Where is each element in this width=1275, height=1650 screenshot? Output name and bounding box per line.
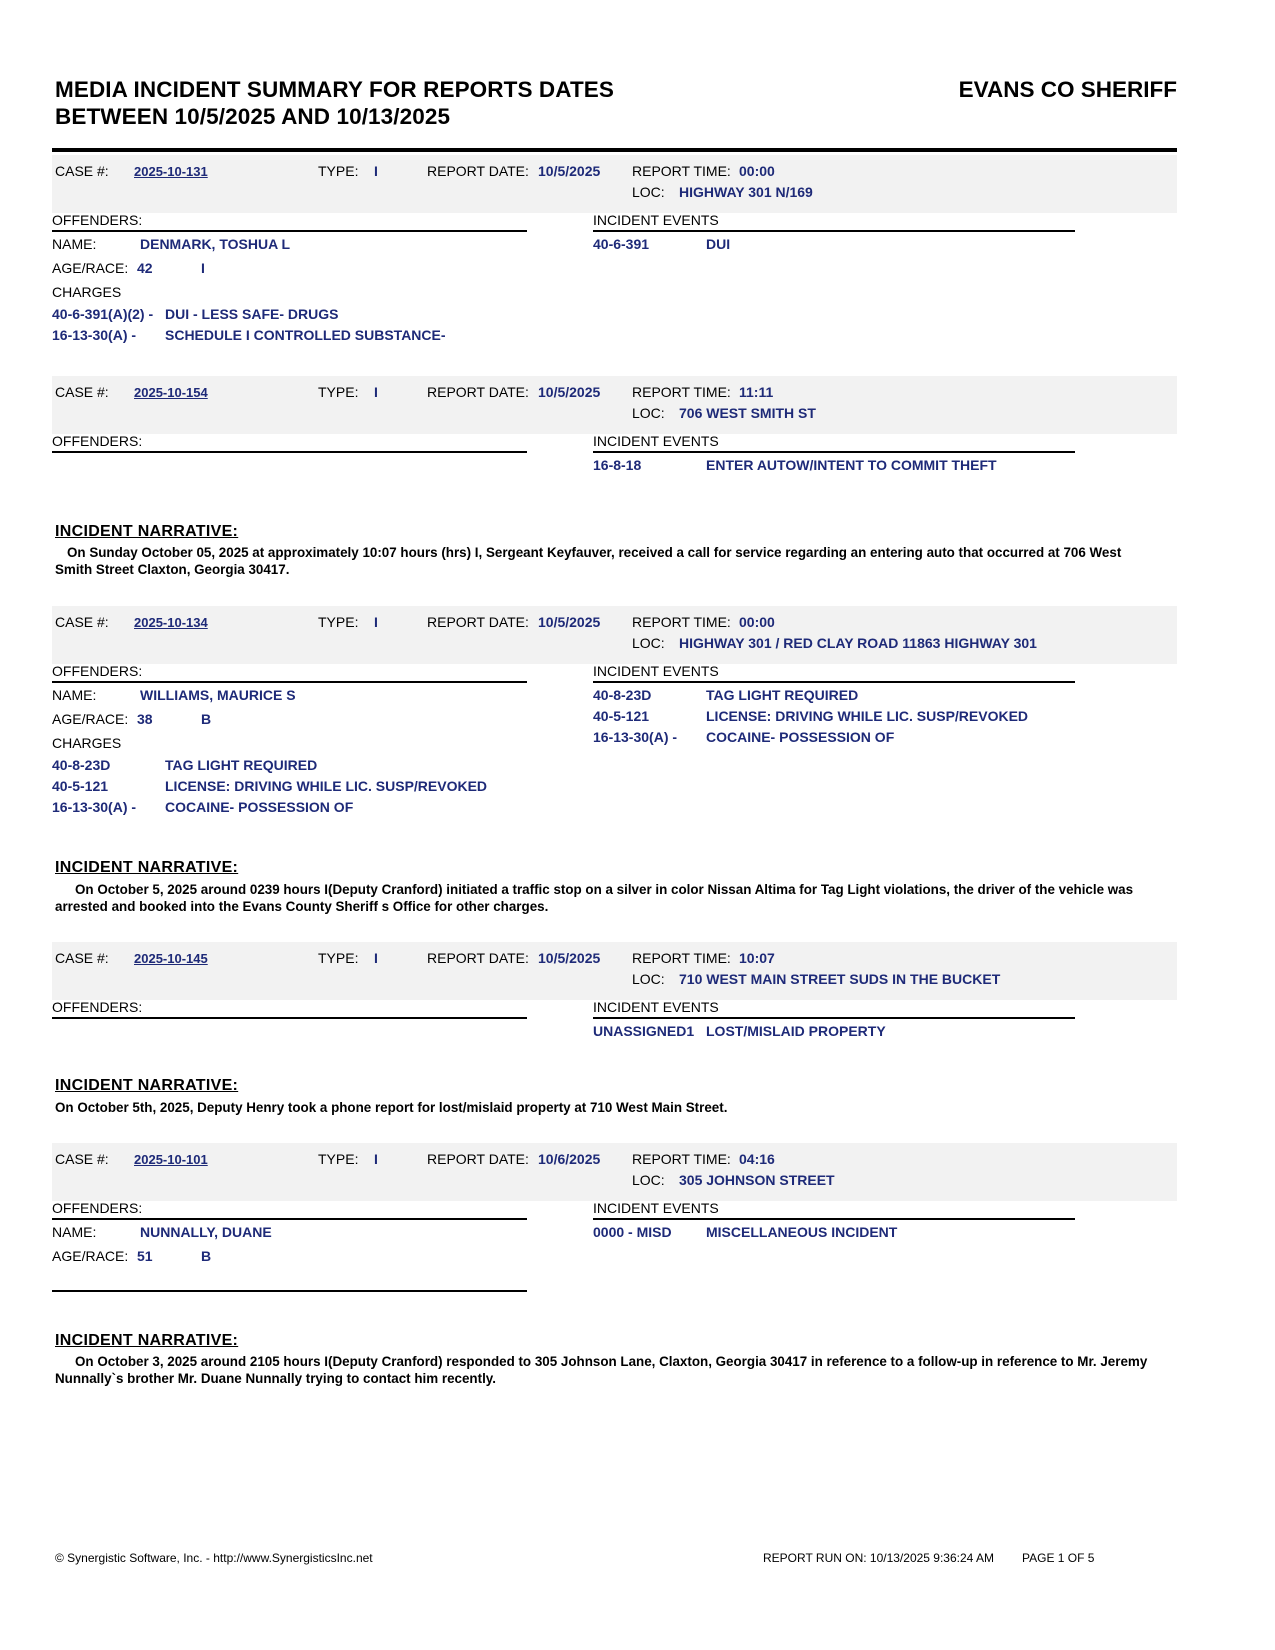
offender-name: WILLIAMS, MAURICE S <box>140 687 296 703</box>
case-number-link[interactable]: 2025-10-131 <box>134 164 208 179</box>
footer-copyright: © Synergistic Software, Inc. - http://www.SynergisticsInc.net <box>55 1551 373 1565</box>
case-label: CASE #: <box>55 1151 109 1167</box>
charge-code: 40-8-23D <box>52 757 111 773</box>
incident-events-label: INCIDENT EVENTS <box>593 999 719 1015</box>
report-date-value: 10/5/2025 <box>538 950 601 966</box>
case-number-link[interactable]: 2025-10-145 <box>134 951 208 966</box>
case-label: CASE #: <box>55 614 109 630</box>
event-code: 40-8-23D <box>593 687 652 703</box>
name-label: NAME: <box>52 687 97 703</box>
incident-events-label: INCIDENT EVENTS <box>593 212 719 228</box>
name-label: NAME: <box>52 1224 97 1240</box>
report-title <box>55 76 614 130</box>
report-time-value: 00:00 <box>739 163 775 179</box>
event-desc: ENTER AUTOW/INTENT TO COMMIT THEFT <box>706 457 997 473</box>
report-date-value: 10/5/2025 <box>538 163 601 179</box>
offender-age: 51 <box>137 1248 153 1264</box>
loc-label: LOC: <box>632 184 665 200</box>
offenders-label: OFFENDERS: <box>52 212 143 228</box>
event-desc: COCAINE- POSSESSION OF <box>706 729 895 745</box>
charge-desc: SCHEDULE I CONTROLLED SUBSTANCE- <box>165 327 446 343</box>
report-time-value: 10:07 <box>739 950 775 966</box>
age-race-label: AGE/RACE: <box>52 1248 129 1264</box>
report-title-line2: BETWEEN 10/5/2025 AND 10/13/2025 <box>55 104 451 129</box>
loc-value: 706 WEST SMITH ST <box>679 405 816 421</box>
offenders-label: OFFENDERS: <box>52 433 143 449</box>
narrative-text: On October 5, 2025 around 0239 hours I(Deputy Cranford) initiated a traffic stop on a silver in color Nissan Altima for Tag Light violations, the driver of the vehicle was arrested and booked into the Evans County Sheriff s Office for other charges. <box>55 882 1134 914</box>
type-label: TYPE: <box>318 950 359 966</box>
loc-label: LOC: <box>632 405 665 421</box>
event-code: 16-13-30(A) - <box>593 729 678 745</box>
charge-code: 16-13-30(A) - <box>52 327 137 343</box>
offenders-rule <box>52 1017 527 1019</box>
event-desc: LOST/MISLAID PROPERTY <box>706 1023 886 1039</box>
type-value: I <box>374 384 378 400</box>
report-time-value: 00:00 <box>739 614 775 630</box>
charges-label: CHARGES <box>52 735 122 751</box>
type-value: I <box>374 950 378 966</box>
report-date-label: REPORT DATE: <box>427 1151 529 1167</box>
event-code: 40-6-391 <box>593 236 650 252</box>
report-date-label: REPORT DATE: <box>427 384 529 400</box>
charges-label: CHARGES <box>52 284 122 300</box>
agency-name: EVANS CO SHERIFF <box>958 77 1177 102</box>
offenders-rule <box>52 1218 527 1220</box>
offenders-rule <box>52 230 527 232</box>
incident-events-rule <box>593 681 1075 683</box>
type-value: I <box>374 614 378 630</box>
incident-events-rule <box>593 230 1075 232</box>
report-time-label: REPORT TIME: <box>632 384 731 400</box>
event-desc: DUI <box>706 236 731 252</box>
event-code: 16-8-18 <box>593 457 642 473</box>
report-date-label: REPORT DATE: <box>427 950 529 966</box>
offender-race: B <box>201 711 212 727</box>
type-label: TYPE: <box>318 163 359 179</box>
footer-report-run: REPORT RUN ON: 10/13/2025 9:36:24 AM <box>763 1551 995 1565</box>
case-number-link[interactable]: 2025-10-154 <box>134 385 208 400</box>
report-time-value: 11:11 <box>739 384 774 400</box>
narrative-heading: INCIDENT NARRATIVE: <box>55 1332 239 1349</box>
type-value: I <box>374 1151 378 1167</box>
narrative-text: On Sunday October 05, 2025 at approximately 10:07 hours (hrs) I, Sergeant Keyfauver, received a call for service regarding an entering auto that occurred at 706 West Smith Street Claxton, Georgia 30417. <box>55 545 1122 577</box>
case-number-link[interactable]: 2025-10-134 <box>134 615 208 630</box>
case-label: CASE #: <box>55 384 109 400</box>
charge-desc: TAG LIGHT REQUIRED <box>165 757 318 773</box>
footer-page-number: PAGE 1 OF 5 <box>1022 1551 1095 1565</box>
report-title-line1: MEDIA INCIDENT SUMMARY FOR REPORTS DATES <box>55 77 615 102</box>
offenders-label: OFFENDERS: <box>52 663 143 679</box>
report-date-value: 10/6/2025 <box>538 1151 601 1167</box>
event-code: 40-5-121 <box>593 708 650 724</box>
report-date-value: 10/5/2025 <box>538 614 601 630</box>
offenders-label: OFFENDERS: <box>52 1200 143 1216</box>
name-label: NAME: <box>52 236 97 252</box>
offenders-rule <box>52 681 527 683</box>
report-date-label: REPORT DATE: <box>427 163 529 179</box>
type-label: TYPE: <box>318 384 359 400</box>
incident-events-rule <box>593 451 1075 453</box>
offender-race: B <box>201 1248 212 1264</box>
charge-desc: DUI - LESS SAFE- DRUGS <box>165 306 339 322</box>
case-header-band <box>52 1143 1177 1201</box>
offender-age: 38 <box>137 711 153 727</box>
narrative-heading: INCIDENT NARRATIVE: <box>55 1077 239 1094</box>
type-label: TYPE: <box>318 614 359 630</box>
loc-value: HIGHWAY 301 N/169 <box>679 184 813 200</box>
event-desc: TAG LIGHT REQUIRED <box>706 687 859 703</box>
charge-desc: LICENSE: DRIVING WHILE LIC. SUSP/REVOKED <box>165 778 488 794</box>
age-race-label: AGE/RACE: <box>52 711 129 727</box>
loc-value: 305 JOHNSON STREET <box>679 1172 835 1188</box>
incident-events-label: INCIDENT EVENTS <box>593 663 719 679</box>
narrative-heading: INCIDENT NARRATIVE: <box>55 523 239 540</box>
case-header-band <box>52 942 1177 1000</box>
event-desc: LICENSE: DRIVING WHILE LIC. SUSP/REVOKED <box>706 708 1029 724</box>
type-label: TYPE: <box>318 1151 359 1167</box>
report-time-label: REPORT TIME: <box>632 1151 731 1167</box>
charge-code: 16-13-30(A) - <box>52 799 137 815</box>
offender-age: 42 <box>137 260 153 276</box>
charge-code: 40-6-391(A)(2) - <box>52 306 154 322</box>
report-date-value: 10/5/2025 <box>538 384 601 400</box>
offenders-rule <box>52 451 527 453</box>
report-time-label: REPORT TIME: <box>632 950 731 966</box>
offender-race: I <box>201 260 205 276</box>
event-code: 0000 - MISD <box>593 1224 672 1240</box>
incident-events-rule <box>593 1017 1075 1019</box>
incident-events-label: INCIDENT EVENTS <box>593 433 719 449</box>
narrative-text: On October 5th, 2025, Deputy Henry took a phone report for lost/mislaid property at 710 West Main Street. <box>55 1100 728 1115</box>
loc-label: LOC: <box>632 635 665 651</box>
case-label: CASE #: <box>55 163 109 179</box>
report-time-value: 04:16 <box>739 1151 775 1167</box>
loc-label: LOC: <box>632 971 665 987</box>
loc-value: HIGHWAY 301 / RED CLAY ROAD 11863 HIGHWAY 301 <box>679 635 1037 651</box>
loc-value: 710 WEST MAIN STREET SUDS IN THE BUCKET <box>679 971 1001 987</box>
event-desc: MISCELLANEOUS INCIDENT <box>706 1224 898 1240</box>
header-rule <box>52 148 1177 152</box>
case-label: CASE #: <box>55 950 109 966</box>
offender-name: DENMARK, TOSHUA L <box>140 236 291 252</box>
offender-end-rule <box>52 1290 527 1292</box>
charge-code: 40-5-121 <box>52 778 109 794</box>
case-number-link[interactable]: 2025-10-101 <box>134 1152 208 1167</box>
event-code: UNASSIGNED1 <box>593 1023 695 1039</box>
case-header-band <box>52 155 1177 213</box>
narrative-heading: INCIDENT NARRATIVE: <box>55 859 239 876</box>
incident-events-label: INCIDENT EVENTS <box>593 1200 719 1216</box>
narrative-text: On October 3, 2025 around 2105 hours I(Deputy Cranford) responded to 305 Johnson Lane, Claxton, Georgia 30417 in reference to a follow-up in reference to Mr. Jeremy Nunnally`s brother Mr. Duane Nunnally trying to contact him recently. <box>55 1354 1148 1386</box>
report-date-label: REPORT DATE: <box>427 614 529 630</box>
offender-name: NUNNALLY, DUANE <box>140 1224 272 1240</box>
report-time-label: REPORT TIME: <box>632 163 731 179</box>
incident-events-rule <box>593 1218 1075 1220</box>
offenders-label: OFFENDERS: <box>52 999 143 1015</box>
case-header-band <box>52 376 1177 434</box>
type-value: I <box>374 163 378 179</box>
charge-desc: COCAINE- POSSESSION OF <box>165 799 354 815</box>
loc-label: LOC: <box>632 1172 665 1188</box>
age-race-label: AGE/RACE: <box>52 260 129 276</box>
report-time-label: REPORT TIME: <box>632 614 731 630</box>
